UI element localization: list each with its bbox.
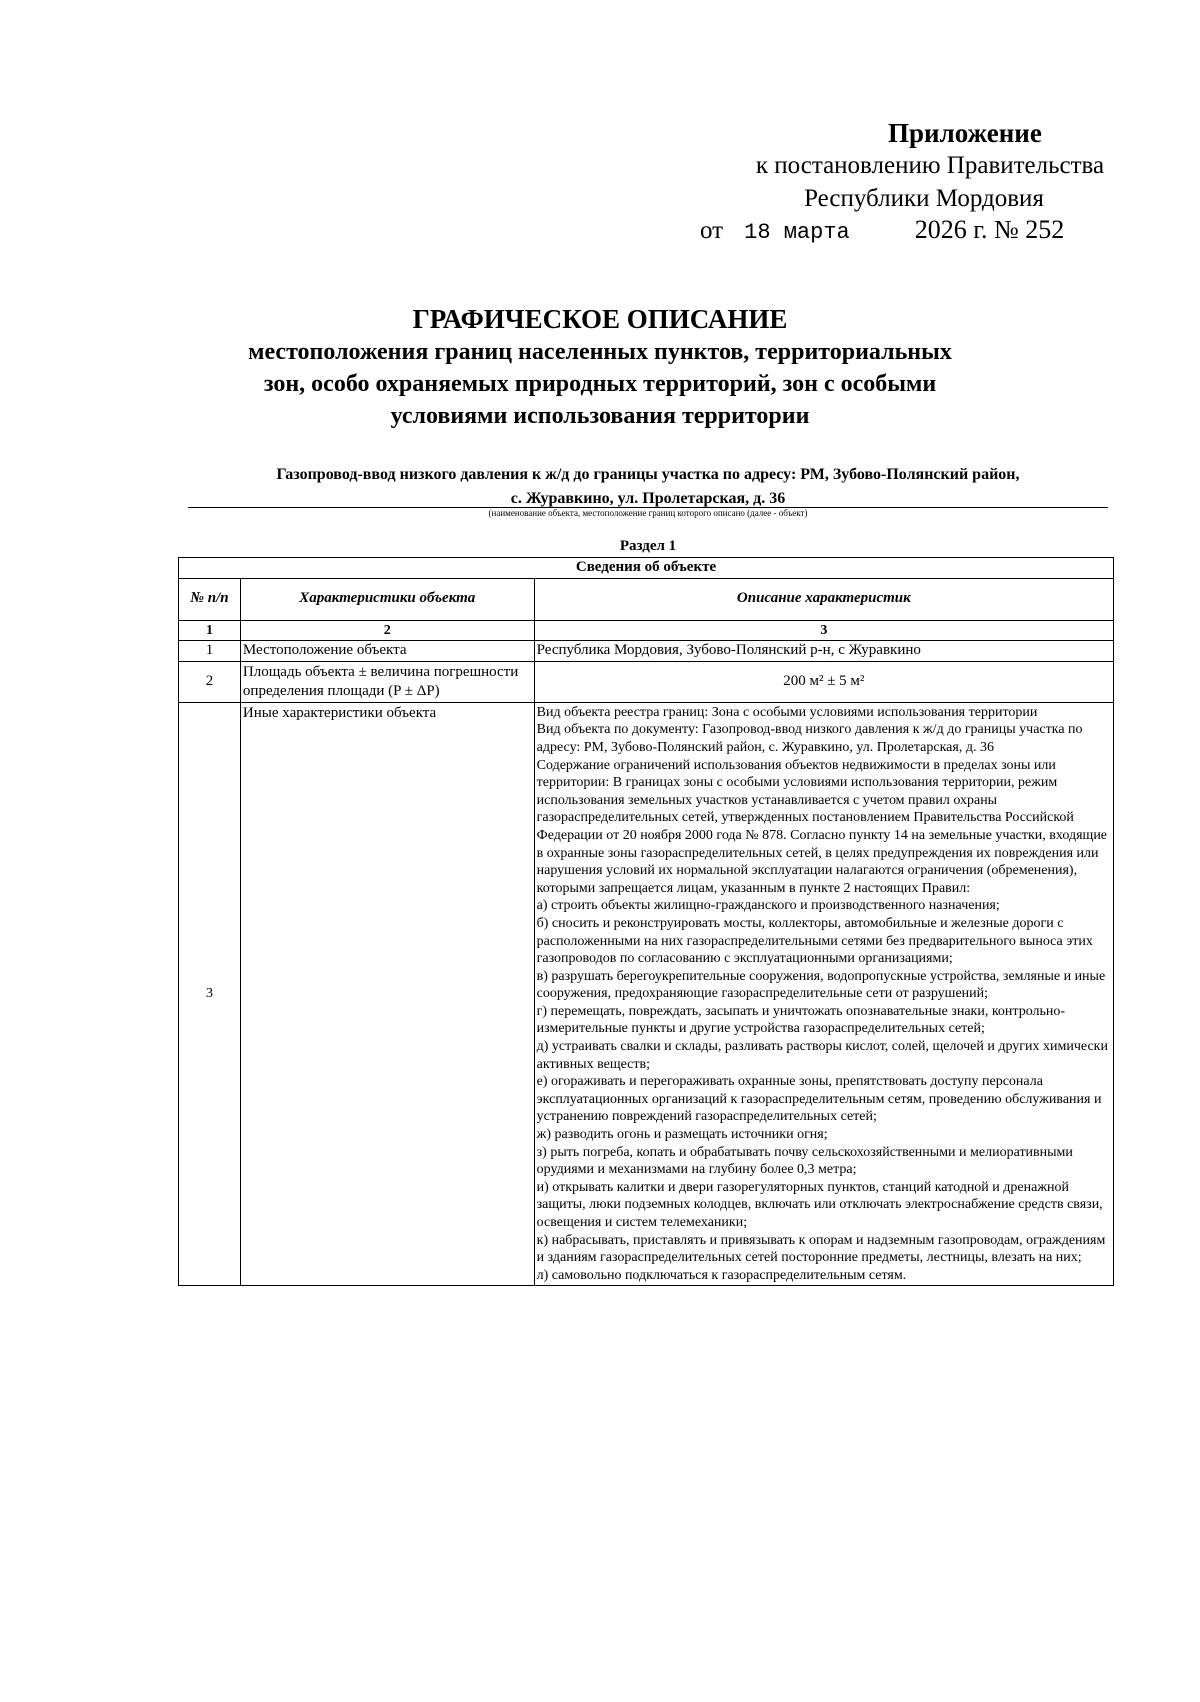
- object-info-table: [178, 557, 1114, 1286]
- row-description: 200 м² ± 5 м²: [534, 661, 1113, 702]
- description-paragraph: Содержание ограничений использования объектов недвижимости в пределах зоны или территории: В границах зоны с особыми условиями использования территории, режим использования земельных участков устанавливается с учетом правил охраны газораспределительных сетей, утвержденных постановлением Правительства Российской Федерации от 20 ноября 2000 года № 878. Согласно пункту 14 на земельные участки, входящие в охранные зоны газораспределительных сетей, в целях предупреждения их повреждения или нарушения условий их нормальной эксплуатации налагаются ограничения (обременения), которыми запрещается лицам, указанным в пункте 2 настоящих Правил:: [536, 757, 1108, 896]
- description-paragraph: е) огораживать и перегораживать охранные зоны, препятствовать доступу персонала эксплуатационных организаций к газораспределительным сетям, проведению обслуживания и устранению повреждений газораспределительных сетей;: [536, 1074, 1102, 1125]
- appendix-line-2: Республики Мордовия: [804, 185, 1044, 212]
- column-index-3: 3: [534, 620, 1113, 641]
- row-characteristic: Площадь объекта ± величина погрешности определения площади (P ± ΔP): [240, 661, 534, 702]
- description-paragraph: л) самовольно подключаться к газораспределительным сетям.: [536, 1267, 907, 1283]
- document-heading: [150, 302, 1050, 432]
- row-characteristic: Местоположение объекта: [240, 641, 534, 662]
- description-paragraph: к) набрасывать, приставлять и привязывать к опорам и надземным газопроводам, ограждениям и зданиям газораспределительных сетей посторонние предметы, лестницы, влезать на них;: [536, 1232, 1106, 1266]
- document-subtitle-1: местоположения границ населенных пунктов, территориальных: [248, 339, 952, 365]
- appendix-date-line: [700, 215, 1120, 246]
- description-paragraph: г) перемещать, повреждать, засыпать и уничтожать опознавательные знаки, контрольно-измерительные пункты и другие устройства газораспределительных сетей;: [536, 1003, 1066, 1037]
- row-number: 1: [179, 641, 241, 662]
- column-index-1: 1: [179, 620, 241, 641]
- row-description: Республика Мордовия, Зубово-Полянский р-н, с Журавкино: [534, 641, 1113, 662]
- description-paragraph: б) сносить и реконструировать мосты, коллекторы, автомобильные и железные дороги с расположенными на них газораспределительными сетями без предварительного выноса этих газопроводов по согласованию с эксплуатационными организациями;: [536, 915, 1093, 967]
- appendix-block: [700, 118, 1120, 246]
- object-name: [188, 463, 1108, 511]
- description-paragraph: д) устраивать свалки и склады, разливать растворы кислот, солей, щелочей и других химически активных веществ;: [536, 1039, 1108, 1072]
- appendix-year-number: 2026 г. № 252: [914, 215, 1065, 244]
- description-paragraph: и) открывать калитки и двери газорегуляторных пунктов, станций катодной и дренажной защиты, люки подземных колодцев, включать или отключать электроснабжение средств связи, освещения и систем телемеханики;: [536, 1179, 1103, 1230]
- row-characteristic: Иные характеристики объекта: [240, 702, 534, 1286]
- appendix-title: Приложение: [888, 118, 1042, 148]
- description-paragraph: а) строить объекты жилищно-гражданского и производственного назначения;: [536, 898, 1000, 914]
- appendix-from: от: [700, 217, 724, 244]
- description-paragraph: Вид объекта реестра границ: Зона с особыми условиями использования территории: [536, 704, 1038, 720]
- table-header-info: Сведения об объекте: [179, 558, 1114, 579]
- appendix-line-1: к постановлению Правительства: [755, 152, 1105, 179]
- row-number: 2: [179, 661, 241, 702]
- appendix-date: 18 марта: [744, 220, 850, 245]
- object-name-line-2: с. Журавкино, ул. Пролетарская, д. 36: [510, 490, 786, 507]
- description-paragraph: в) разрушать берегоукрепительные сооружения, водопропускные устройства, земляные и иные сооружения, предохраняющие газораспределительные сети от разрушений;: [536, 968, 1106, 1002]
- column-index-2: 2: [240, 620, 534, 641]
- description-paragraph: ж) разводить огонь и размещать источники огня;: [536, 1127, 828, 1143]
- object-note: (наименование объекта, местоположение границ которого описано (далее - объект): [488, 508, 808, 518]
- description-paragraph: з) рыть погреба, копать и обрабатывать почву сельскохозяйственными и мелиоративными орудиями и механизмами на глубину более 0,3 метра;: [536, 1144, 1073, 1178]
- document-subtitle-2: зон, особо охраняемых природных территорий, зон с особыми: [263, 371, 937, 397]
- document-subtitle-3: условиями использования территории: [390, 403, 810, 429]
- section-title: Раздел 1: [619, 538, 677, 554]
- column-header-number: № п/п: [179, 578, 241, 620]
- column-header-characteristic: Характеристики объекта: [240, 578, 534, 620]
- table-row: [179, 661, 1114, 702]
- description-paragraph: Вид объекта по документу: Газопровод-ввод низкого давления к ж/д до границы участка по адресу: РМ, Зубово-Полянский район, с. Журавкино, ул. Пролетарская, д. 36: [536, 722, 1083, 755]
- column-header-description: Описание характеристик: [534, 578, 1113, 620]
- object-name-line-1: Газопровод-ввод низкого давления к ж/д до границы участка по адресу: РМ, Зубово-Полянский район,: [276, 466, 1020, 483]
- document-title: ГРАФИЧЕСКОЕ ОПИСАНИЕ: [412, 304, 788, 334]
- row-number: 3: [179, 702, 241, 1286]
- row-description: [534, 702, 1113, 1286]
- table-row: [179, 702, 1114, 1286]
- table-row: [179, 641, 1114, 662]
